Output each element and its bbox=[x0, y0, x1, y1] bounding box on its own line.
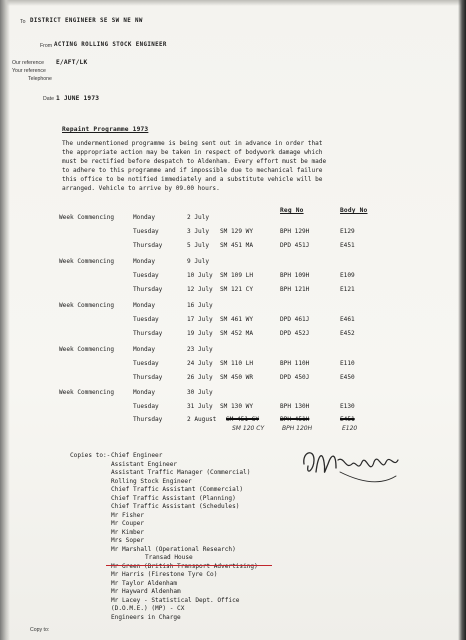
date: 5 July bbox=[187, 242, 210, 249]
reg-no: DPD 451J bbox=[280, 242, 310, 249]
week-commencing: Week Commencing bbox=[59, 258, 115, 265]
copy-recipient: Mrs Soper bbox=[111, 537, 145, 544]
intro-paragraph bbox=[62, 139, 392, 193]
our-reference-value: E/AFT/LK bbox=[56, 59, 88, 66]
day: Monday bbox=[133, 214, 156, 221]
copy-recipient: Rolling Stock Engineer bbox=[111, 477, 192, 485]
date-value: 1 JUNE 1973 bbox=[56, 95, 100, 102]
fleet-no: SM 450 WR bbox=[220, 374, 254, 381]
body-no: E451 bbox=[340, 242, 355, 249]
body-no: E452 bbox=[340, 330, 355, 337]
handwritten-fleet-no: SM 120 CY bbox=[232, 425, 265, 432]
reg-no: BPH 129H bbox=[280, 228, 310, 235]
to-label: To bbox=[20, 19, 26, 25]
body-no-struck: E451 bbox=[340, 416, 355, 423]
reg-no: BPH 109H bbox=[280, 272, 310, 279]
copy-recipient: Assistant Engineer bbox=[111, 460, 178, 468]
document-title: Repaint Programme 1973 bbox=[62, 126, 149, 133]
day: Monday bbox=[133, 302, 156, 309]
copy-recipient: Mr Hayward Aldenham bbox=[111, 588, 181, 595]
reg-no: DPD 450J bbox=[280, 374, 310, 381]
day: Monday bbox=[133, 346, 156, 353]
fleet-no: SM 461 WY bbox=[220, 316, 254, 323]
day: Thursday bbox=[133, 242, 163, 249]
date: 24 July bbox=[187, 360, 213, 367]
date: 31 July bbox=[187, 403, 213, 410]
body-no: E461 bbox=[340, 316, 355, 323]
date-label: Date bbox=[43, 96, 54, 102]
fleet-no: SM 109 LH bbox=[220, 272, 254, 279]
fleet-no: SM 110 LH bbox=[220, 360, 254, 367]
scan-edge-right bbox=[458, 0, 466, 640]
reg-no-struck: BPH 451H bbox=[280, 416, 310, 423]
date: 16 July bbox=[187, 302, 213, 309]
body-no: E130 bbox=[340, 403, 355, 410]
day: Thursday bbox=[133, 286, 163, 293]
copy-recipient: Mr Kimber bbox=[111, 528, 145, 536]
copy-recipient: Engineers in Charge bbox=[111, 613, 181, 621]
from-value: ACTING ROLLING STOCK ENGINEER bbox=[54, 42, 167, 48]
copy-recipient: Chief Traffic Assistant (Schedules) bbox=[111, 503, 240, 510]
fleet-no: SM 129 WY bbox=[220, 228, 254, 235]
fleet-no-struck: SM 451 GY bbox=[226, 416, 260, 423]
day: Monday bbox=[133, 258, 156, 265]
fleet-no: SM 452 MA bbox=[220, 330, 254, 337]
week-commencing: Week Commencing bbox=[59, 346, 115, 353]
copies-list bbox=[111, 452, 351, 622]
copy-to-label: Copy to: bbox=[30, 627, 50, 633]
copy-recipient: Chief Traffic Assistant (Commercial) bbox=[111, 486, 244, 493]
day: Tuesday bbox=[133, 360, 159, 367]
your-reference-label: Your reference bbox=[12, 68, 46, 74]
day: Tuesday bbox=[133, 272, 159, 279]
day: Thursday bbox=[133, 330, 163, 337]
copy-recipient bbox=[111, 563, 351, 572]
scan-edge-top bbox=[0, 0, 466, 6]
col-header-reg-no: Reg No bbox=[280, 207, 304, 214]
from-label: From bbox=[40, 43, 53, 49]
fleet-no: SM 451 MA bbox=[220, 242, 254, 249]
paragraph-line: arranged. Vehicle to arrive by 09.00 hours. bbox=[62, 185, 220, 192]
week-commencing: Week Commencing bbox=[59, 302, 115, 309]
body-no: E110 bbox=[340, 360, 355, 367]
date: 3 July bbox=[187, 228, 210, 235]
copy-recipient: Mr Couper bbox=[111, 520, 145, 527]
reg-no: DPD 452J bbox=[280, 330, 310, 337]
copy-recipient: Chief Engineer bbox=[111, 452, 163, 459]
paragraph-line: to adhere to this programme and if impossible due to mechanical failure bbox=[62, 167, 323, 174]
paragraph-line: the appropriate action may be taken in respect of bodywork damage which bbox=[62, 149, 323, 156]
date: 23 July bbox=[187, 346, 213, 353]
body-no: E109 bbox=[340, 272, 355, 279]
copy-recipient: Transad House bbox=[145, 554, 193, 561]
day: Thursday bbox=[133, 374, 163, 381]
week-commencing: Week Commencing bbox=[59, 389, 115, 396]
fleet-no: SM 130 WY bbox=[220, 403, 254, 410]
copy-recipient: Mr Lacey - Statistical Dept. Office bbox=[111, 596, 240, 604]
copy-recipient: (D.O.M.E.) (MP) - CX bbox=[111, 605, 185, 612]
date: 2 August bbox=[187, 416, 217, 423]
day: Tuesday bbox=[133, 228, 159, 235]
red-pen-underline bbox=[106, 565, 272, 566]
date: 9 July bbox=[187, 258, 210, 265]
body-no: E450 bbox=[340, 374, 355, 381]
body-no: E129 bbox=[340, 228, 355, 235]
week-commencing: Week Commencing bbox=[59, 214, 115, 221]
telephone-label: Telephone bbox=[28, 76, 52, 82]
handwritten-reg-no: BPH 120H bbox=[282, 425, 313, 432]
reg-no: BPH 121H bbox=[280, 286, 310, 293]
reg-no: BPH 110H bbox=[280, 360, 310, 367]
day: Monday bbox=[133, 389, 156, 396]
handwritten-body-no: E120 bbox=[342, 425, 358, 432]
to-value: DISTRICT ENGINEER SE SW NE NW bbox=[30, 18, 143, 24]
paragraph-line: must be rectified before despatch to Aldenham. Every effort must be made bbox=[62, 158, 327, 165]
body-no: E121 bbox=[340, 286, 355, 293]
copy-recipient: Assistant Traffic Manager (Commercial) bbox=[111, 469, 251, 476]
reg-no: BPH 130H bbox=[280, 403, 310, 410]
day: Tuesday bbox=[133, 403, 159, 410]
copy-recipient-highlighted: Mr Marshall (Operational Research) bbox=[111, 545, 236, 553]
date: 17 July bbox=[187, 316, 213, 323]
reg-no: DPD 461J bbox=[280, 316, 310, 323]
our-reference-label: Our reference bbox=[12, 60, 45, 66]
copies-label: Copies to:- bbox=[70, 452, 111, 459]
copy-recipient: Mr Taylor Aldenham bbox=[111, 579, 178, 587]
date: 10 July bbox=[187, 272, 213, 279]
col-header-body-no: Body No bbox=[340, 207, 368, 214]
day: Tuesday bbox=[133, 316, 159, 323]
copy-recipient: Chief Traffic Assistant (Planning) bbox=[111, 494, 236, 502]
paragraph-line: this office to be notified immediately and a substitute vehicle will be bbox=[62, 176, 323, 183]
date: 12 July bbox=[187, 286, 213, 293]
paragraph-line: The undermentioned programme is being sent out in advance in order that bbox=[62, 140, 323, 147]
day: Thursday bbox=[133, 416, 163, 423]
date: 19 July bbox=[187, 330, 213, 337]
date: 26 July bbox=[187, 374, 213, 381]
copy-recipient: Mr Fisher bbox=[111, 511, 145, 519]
date: 2 July bbox=[187, 214, 210, 221]
fleet-no: SM 121 CY bbox=[220, 286, 254, 293]
copy-recipient: Mr Harris (Firestone Tyre Co) bbox=[111, 571, 218, 578]
scan-edge-left bbox=[0, 0, 10, 640]
date: 30 July bbox=[187, 389, 213, 396]
